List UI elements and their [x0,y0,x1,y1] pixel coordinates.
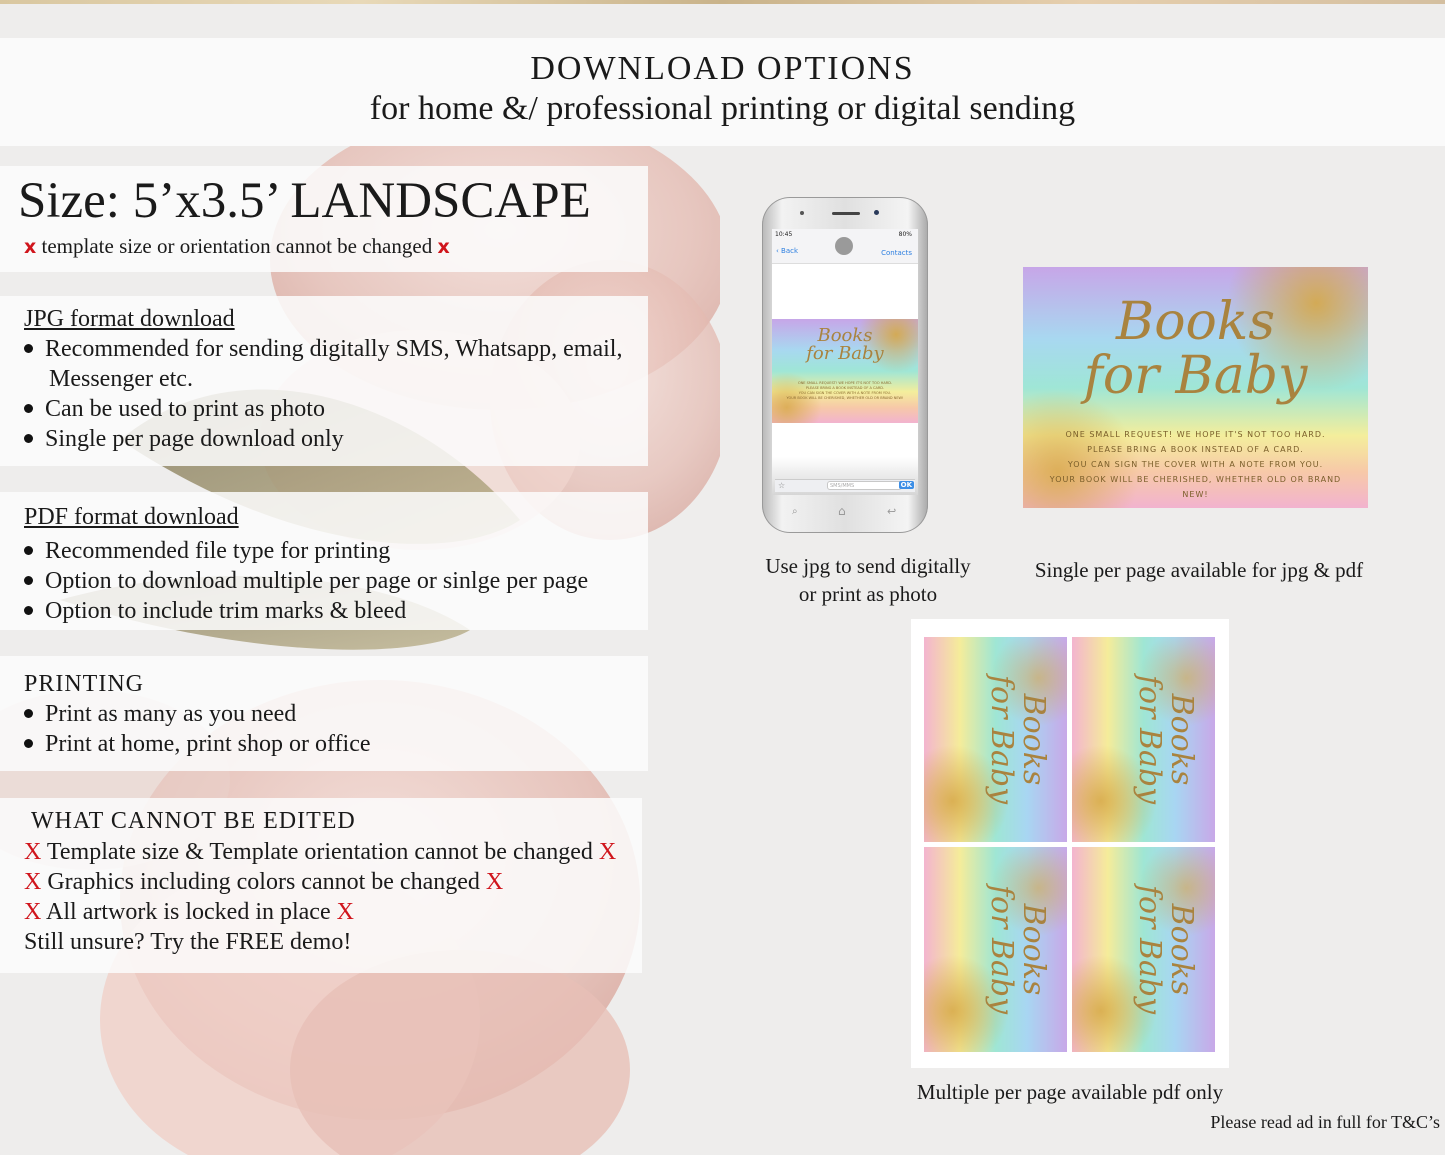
mini-card: Books for Baby [924,637,1067,842]
sensor-icon [874,210,879,215]
bullet-icon [24,344,33,353]
avatar [835,237,853,255]
card-message: ONE SMALL REQUEST! WE HOPE IT'S NOT TOO HARD. PLEASE BRING A BOOK INSTEAD OF A CARD. YOU CAN SIGN THE COVER WITH A NOTE FROM YOU. YOUR BOOK WILL BE CHERISHED, WHETHER OLD OR BRAND NEW! [1049,430,1342,499]
pdf-panel [0,492,648,630]
size-note-text: template size or orientation cannot be changed [41,234,433,258]
page-subtitle: for home &/ professional printing or digital sending [369,90,1076,127]
jpg-title: JPG format download [24,306,235,332]
red-x-icon: X [598,839,617,865]
list-item: X Template size & Template orientation cannot be changed X [24,839,617,865]
red-x-icon: X [485,869,504,895]
ok-button[interactable]: OK [900,481,912,489]
sheet-caption: Multiple per page available pdf only [916,1080,1224,1104]
search-icon: ⌕ [792,506,798,517]
back-icon: ↩ [887,505,897,518]
printing-panel [0,656,648,771]
size-note [24,234,450,259]
red-x-icon: x [437,236,450,258]
red-x-icon: x [24,236,37,258]
message-header [772,229,918,264]
message-input[interactable]: SMS/MMS [827,481,902,490]
header-banner [0,38,1445,146]
print-sheet-preview [911,619,1229,1068]
top-decorative-strip [0,0,1445,4]
message-image [772,319,918,423]
bullet-icon [24,576,33,585]
size-panel [0,166,648,272]
list-item: X Graphics including colors cannot be changed X [24,869,504,895]
phone-mockup [762,197,928,533]
list-item: Can be used to print as photo [24,396,325,423]
footer-note: Please read ad in full for T&C’s [1210,1112,1440,1132]
pdf-title: PDF format download [24,504,239,530]
cannot-edit-title: WHAT CANNOT BE EDITED [31,808,356,834]
list-item: Recommended for sending digitally SMS, Whatsapp, email, [24,336,622,363]
list-item: X All artwork is locked in place X [24,899,354,925]
list-item: Single per page download only [24,426,344,453]
card-preview [1023,267,1368,508]
page-title: DOWNLOAD OPTIONS [530,50,915,87]
mini-card: Books for Baby [1072,847,1215,1052]
bullet-icon [24,606,33,615]
list-item: Print as many as you need [24,701,296,728]
bullet-icon [24,739,33,748]
bullet-icon [24,546,33,555]
back-link[interactable]: ‹ Back [776,247,799,255]
mini-card-message: ONE SMALL REQUEST! WE HOPE IT'S NOT TOO HARD. PLEASE BRING A BOOK INSTEAD OF A CARD. YOU CAN SIGN THE COVER WITH A NOTE FROM YOU. YOUR BOOK WILL BE CHERISHED, WHETHER OLD OR BRAND NEW! [786,381,904,400]
status-time: 10:45 [775,231,793,238]
cannot-edit-panel [0,798,642,973]
red-x-icon: X [24,839,42,865]
jpg-panel [0,296,648,466]
red-x-icon: X [24,869,42,895]
message-compose-bar [775,479,915,492]
contacts-link[interactable]: Contacts [881,249,912,257]
list-item: Option to download multiple per page or sinlge per page [24,568,588,595]
flower-illustration [0,140,720,1155]
list-item: Option to include trim marks & bleed [24,598,406,625]
mini-card: Books for Baby [1072,637,1215,842]
mini-card-title: Books for Baby [806,325,884,364]
bullet-icon [24,404,33,413]
phone-screen [772,229,918,495]
mini-card: Books for Baby [924,847,1067,1052]
camera-icon[interactable]: ☆ [778,481,786,490]
card-title: Books for Baby [1083,292,1308,406]
red-x-icon: X [336,899,354,925]
red-x-icon: X [24,899,42,925]
size-title: Size: 5’x3.5’ LANDSCAPE [18,173,591,229]
phone-caption: Use jpg to send digitally or print as photo [765,554,971,606]
bullet-icon [24,709,33,718]
camera-icon [800,211,804,215]
demo-text: Still unsure? Try the FREE demo! [24,929,352,955]
bullet-icon [24,434,33,443]
printing-title: PRINTING [24,671,144,697]
list-item: Recommended file type for printing [24,538,390,565]
home-icon: ⌂ [838,504,846,518]
speaker-icon [832,212,860,215]
status-battery: 80% [898,231,912,238]
card-caption: Single per page available for jpg & pdf [1034,558,1364,582]
list-item-continuation: Messenger etc. [49,366,193,392]
list-item: Print at home, print shop or office [24,731,371,758]
